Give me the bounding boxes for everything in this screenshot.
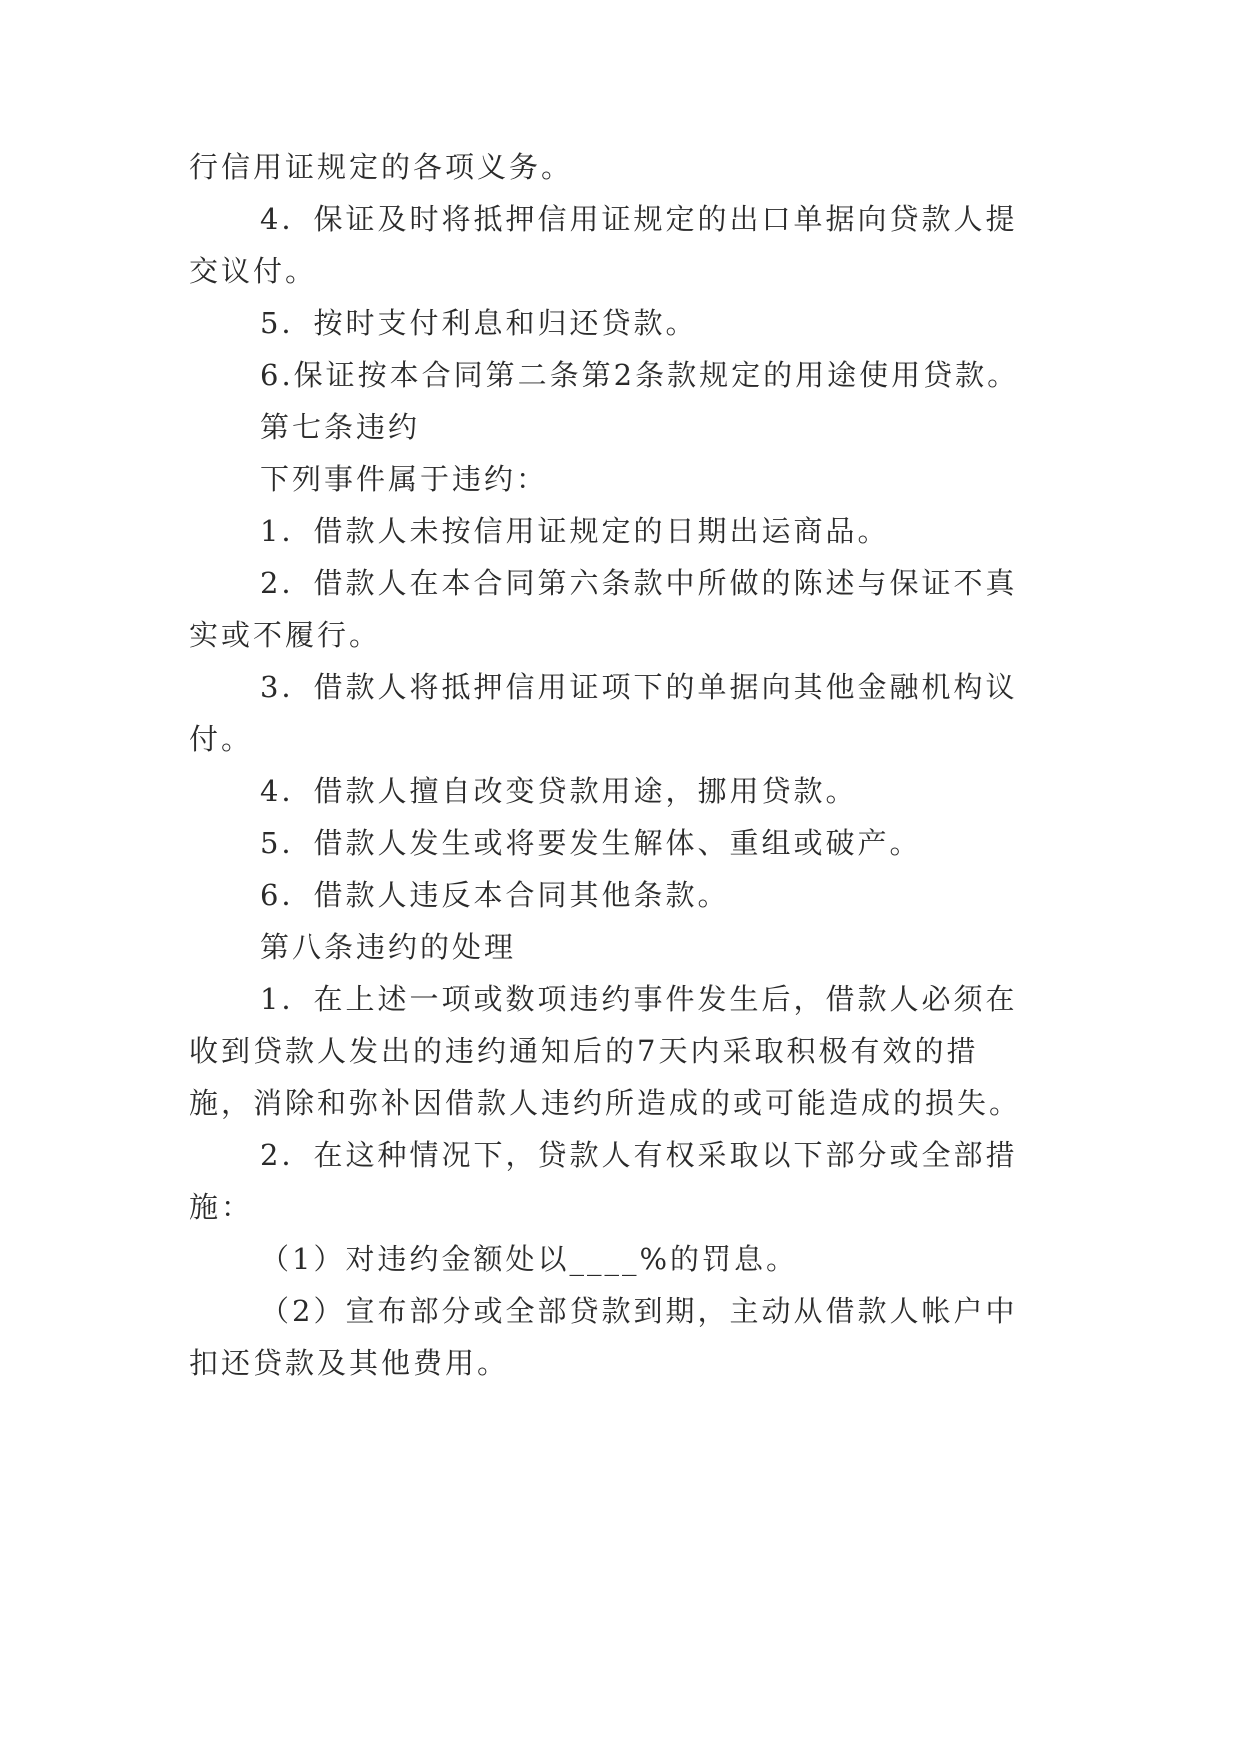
section-heading: 第七条违约	[260, 410, 421, 444]
text-line: 2．借款人在本合同第六条款中所做的陈述与保证不真	[260, 566, 1018, 600]
text-line: （1）对违约金额处以____%的罚息。	[260, 1242, 799, 1276]
text-line: 1．借款人未按信用证规定的日期出运商品。	[260, 514, 890, 548]
text-line: 施，消除和弥补因借款人违约所造成的或可能造成的损失。	[189, 1086, 1022, 1120]
text-line: 2．在这种情况下，贷款人有权采取以下部分或全部措	[260, 1138, 1018, 1172]
text-line: 交议付。	[189, 254, 318, 288]
text-line: 收到贷款人发出的违约通知后的7天内采取积极有效的措	[189, 1034, 979, 1068]
text-line: 6.保证按本合同第二条第2条款规定的用途使用贷款。	[260, 358, 1020, 392]
text-line: 下列事件属于违约：	[260, 462, 549, 496]
text-line: 5．按时支付利息和归还贷款。	[260, 306, 698, 340]
text-line: 4．保证及时将抵押信用证规定的出口单据向贷款人提	[260, 202, 1018, 236]
text-line: 6．借款人违反本合同其他条款。	[260, 878, 730, 912]
text-line: 扣还贷款及其他费用。	[189, 1346, 510, 1380]
text-line: 4．借款人擅自改变贷款用途，挪用贷款。	[260, 774, 858, 808]
text-line: （2）宣布部分或全部贷款到期，主动从借款人帐户中	[260, 1294, 1018, 1328]
text-line: 3．借款人将抵押信用证项下的单据向其他金融机构议	[260, 670, 1018, 704]
text-line: 行信用证规定的各项义务。	[189, 150, 574, 184]
document-page	[189, 0, 1055, 1754]
text-line: 施：	[189, 1190, 254, 1224]
section-heading: 第八条违约的处理	[260, 930, 517, 964]
text-line: 实或不履行。	[189, 618, 382, 652]
text-line: 5．借款人发生或将要发生解体、重组或破产。	[260, 826, 922, 860]
text-line: 1．在上述一项或数项违约事件发生后，借款人必须在	[260, 982, 1018, 1016]
text-line: 付。	[189, 722, 254, 756]
